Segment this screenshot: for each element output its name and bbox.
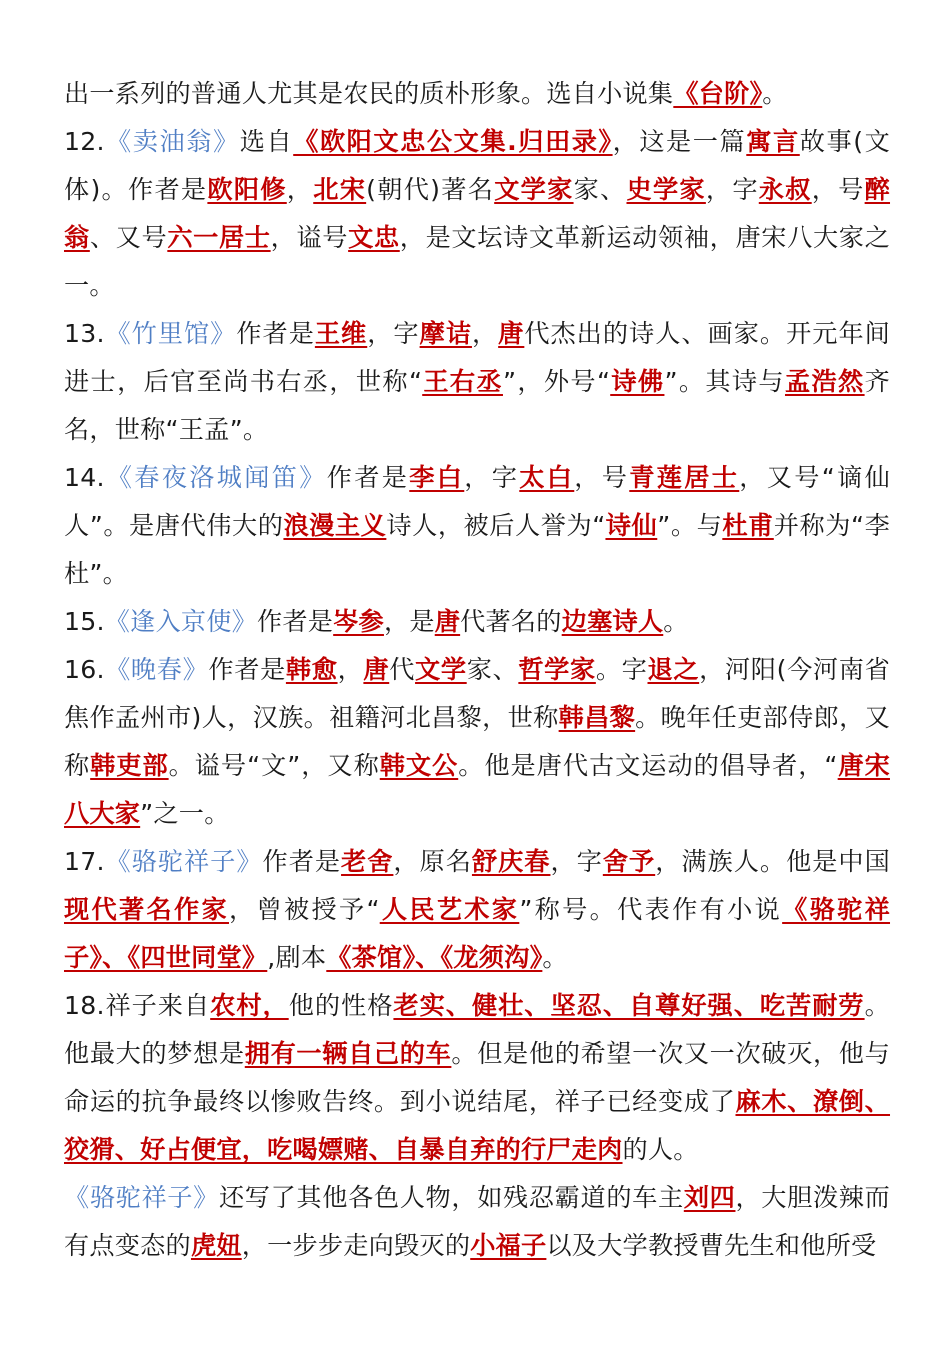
answer-text: 韩吏部 (90, 751, 169, 780)
book-title: 《晚春》 (104, 655, 209, 684)
body-text: 。他是唐代古文运动的倡导者，“ (458, 751, 838, 780)
body-text: 、又号 (89, 223, 168, 252)
item-number: 13. (64, 319, 105, 348)
body-text: 并称为“李杜”。 (64, 511, 890, 588)
body-text: 祥子来自 (104, 991, 211, 1020)
body-text: 作者是 (208, 655, 286, 684)
answer-text: 寓言 (746, 127, 800, 156)
answer-text: 王右丞 (422, 367, 503, 396)
body-text: 。 (762, 79, 788, 108)
answer-text: 韩愈 (285, 655, 338, 684)
body-text: 代著名的 (460, 607, 562, 636)
paragraph-item-12 (64, 118, 890, 310)
body-text: 选自 (239, 127, 294, 156)
body-text: ， (337, 655, 364, 684)
item-number: 14. (64, 463, 105, 492)
answer-text: 李白 (409, 463, 465, 492)
answer-text: 人民艺术家 (379, 895, 520, 924)
body-text: ”之一。 (140, 799, 230, 828)
book-title: 《逢入京使》 (104, 607, 257, 636)
answer-text: 浪漫主义 (283, 511, 387, 540)
body-text: 作者是 (257, 607, 334, 636)
answer-text: 杜甫 (722, 511, 774, 540)
answer-text: 醉翁 (64, 175, 891, 252)
answer-text: 唐 (434, 607, 461, 636)
answer-text: 诗仙 (605, 511, 658, 540)
answer-text: 唐 (498, 319, 525, 348)
body-text: ”称号。代表作有小说 (519, 895, 783, 924)
body-text: 。但是他的希望一次又一次破灭，他与命运的抗争最终以惨败告终。到小说结尾，祥子已经变成了 (64, 1039, 890, 1116)
answer-text: 农村， (210, 991, 289, 1020)
body-text: ，一步步走向毁灭的 (241, 1231, 471, 1260)
answer-text: 虎妞 (190, 1231, 242, 1260)
paragraph-p11-cont (64, 70, 890, 118)
body-text: 。谥号“文”，又称 (168, 751, 380, 780)
body-text: 。 (542, 943, 568, 972)
answer-text: 韩昌黎 (558, 703, 636, 732)
body-text: ”。与 (657, 511, 723, 540)
book-title: 《骆驼祥子》 (64, 1183, 219, 1212)
body-text: 。 (663, 607, 689, 636)
answer-text: 《骆驼祥子》、《四世同堂》 (64, 895, 891, 972)
answer-text: 拥有一辆自己的车 (244, 1039, 452, 1068)
paragraph-item-13 (64, 310, 890, 454)
item-number: 17. (64, 847, 105, 876)
body-text: 作者是 (236, 319, 315, 348)
body-text: ，号 (811, 175, 865, 204)
paragraph-item-17 (64, 838, 890, 982)
answer-text: 永叔 (758, 175, 812, 204)
body-text: 家、 (466, 655, 519, 684)
paragraph-item-18-cont (64, 1174, 890, 1270)
book-title: 《竹里馆》 (104, 319, 237, 348)
answer-text: 韩文公 (379, 751, 459, 780)
paragraph-item-15 (64, 598, 890, 646)
body-text: 故事(文体)。作者是 (64, 127, 891, 204)
answer-text: 文学 (415, 655, 467, 684)
answer-text: 文忠 (348, 223, 400, 252)
body-text: 代杰出的诗人、画家。开元年间进士，后官至尚书右丞，世称“ (64, 319, 891, 396)
body-text: 出一系列的普通人尤其是农民的质朴形象。选自小说集 (64, 79, 674, 108)
answer-text: 退之 (647, 655, 700, 684)
item-number: 18. (64, 991, 105, 1020)
body-text: ，号 (574, 463, 630, 492)
answer-text: 王维 (314, 319, 368, 348)
answer-text: 唐 (363, 655, 390, 684)
body-text: 作者是 (262, 847, 342, 876)
answer-text: 北宋 (313, 175, 367, 204)
answer-text: 《茶馆》、《龙须沟》 (326, 943, 543, 972)
body-text: 。字 (595, 655, 648, 684)
item-number: 15. (64, 607, 105, 636)
answer-text: 诗佛 (610, 367, 665, 396)
body-text: ，是 (383, 607, 435, 636)
body-text: ，河阳(今河南省焦作孟州市)人，汉族。祖籍河北昌黎，世称 (64, 655, 890, 732)
answer-text: 《欧阳文忠公文集.归田录》 (293, 127, 613, 156)
body-text: 作者是 (326, 463, 410, 492)
body-text: 。晚年任吏部侍郎，又称 (64, 703, 891, 780)
body-text: ，字 (367, 319, 420, 348)
answer-text: 舒庆春 (471, 847, 551, 876)
answer-text: 孟浩然 (784, 367, 865, 396)
body-text: ”。其诗与 (664, 367, 785, 396)
body-text: 以及大学教授曹先生和他所受 (546, 1231, 877, 1260)
body-text: ，满族人。他是中国 (655, 847, 890, 876)
body-text: ， (471, 319, 499, 348)
body-text: ，原名 (393, 847, 472, 876)
body-text: 的人。 (622, 1135, 699, 1164)
item-number: 12. (64, 127, 105, 156)
body-text: 还写了其他各色人物，如残忍霸道的车主 (218, 1183, 684, 1212)
body-text: ，曾被授予“ (228, 895, 380, 924)
body-text: ,剧本 (267, 943, 327, 972)
document-body (64, 70, 890, 1270)
answer-text: 老实、健壮、坚忍、自尊好强、吃苦耐劳 (393, 991, 865, 1020)
body-text: ，字 (705, 175, 759, 204)
paragraph-item-18 (64, 982, 890, 1174)
body-text: 他的性格 (288, 991, 394, 1020)
body-text: ，是文坛诗文革新运动领袖，唐宋八大家之一。 (64, 223, 890, 300)
answer-text: 唐宋八大家 (64, 751, 890, 828)
answer-text: 文学家 (494, 175, 574, 204)
answer-text: 太白 (519, 463, 575, 492)
answer-text: 史学家 (626, 175, 706, 204)
answer-text: 青莲居士 (629, 463, 740, 492)
book-title: 《骆驼祥子》 (104, 847, 263, 876)
answer-text: 岑参 (333, 607, 384, 636)
answer-text: 欧阳修 (207, 175, 287, 204)
answer-text: 麻木、潦倒、狡猾、好占便宜，吃喝嫖赌、自暴自弃的行尸走肉 (64, 1087, 891, 1164)
answer-text: 现代著名作家 (64, 895, 229, 924)
paragraph-item-14 (64, 454, 890, 598)
answer-text: 小福子 (470, 1231, 547, 1260)
body-text: 齐名，世称“王孟”。 (64, 367, 890, 444)
body-text: ，字 (464, 463, 520, 492)
body-text: 诗人，被后人誉为“ (386, 511, 606, 540)
body-text: 代 (389, 655, 416, 684)
body-text: ，大胆泼辣而有点变态的 (64, 1183, 890, 1260)
answer-text: 刘四 (683, 1183, 736, 1212)
answer-text: 《台阶》 (673, 79, 763, 108)
answer-text: 舍予 (602, 847, 656, 876)
body-text: ， (286, 175, 314, 204)
book-title: 《卖油翁》 (104, 127, 240, 156)
body-text: (朝代)著名 (366, 175, 495, 204)
body-text: 家、 (573, 175, 627, 204)
body-text: ，谥号 (270, 223, 349, 252)
body-text: 。他最大的梦想是 (64, 991, 890, 1068)
answer-text: 摩诘 (419, 319, 472, 348)
answer-text: 边塞诗人 (561, 607, 664, 636)
body-text: ，这是一篇 (612, 127, 747, 156)
answer-text: 老舍 (341, 847, 394, 876)
body-text: ，又号“谪仙人”。是唐代伟大的 (64, 463, 890, 540)
answer-text: 六一居士 (167, 223, 271, 252)
book-title: 《春夜洛城闻笛》 (104, 463, 327, 492)
body-text: ，字 (550, 847, 603, 876)
item-number: 16. (64, 655, 105, 684)
body-text: ”，外号“ (502, 367, 611, 396)
paragraph-item-16 (64, 646, 890, 838)
answer-text: 哲学家 (518, 655, 596, 684)
